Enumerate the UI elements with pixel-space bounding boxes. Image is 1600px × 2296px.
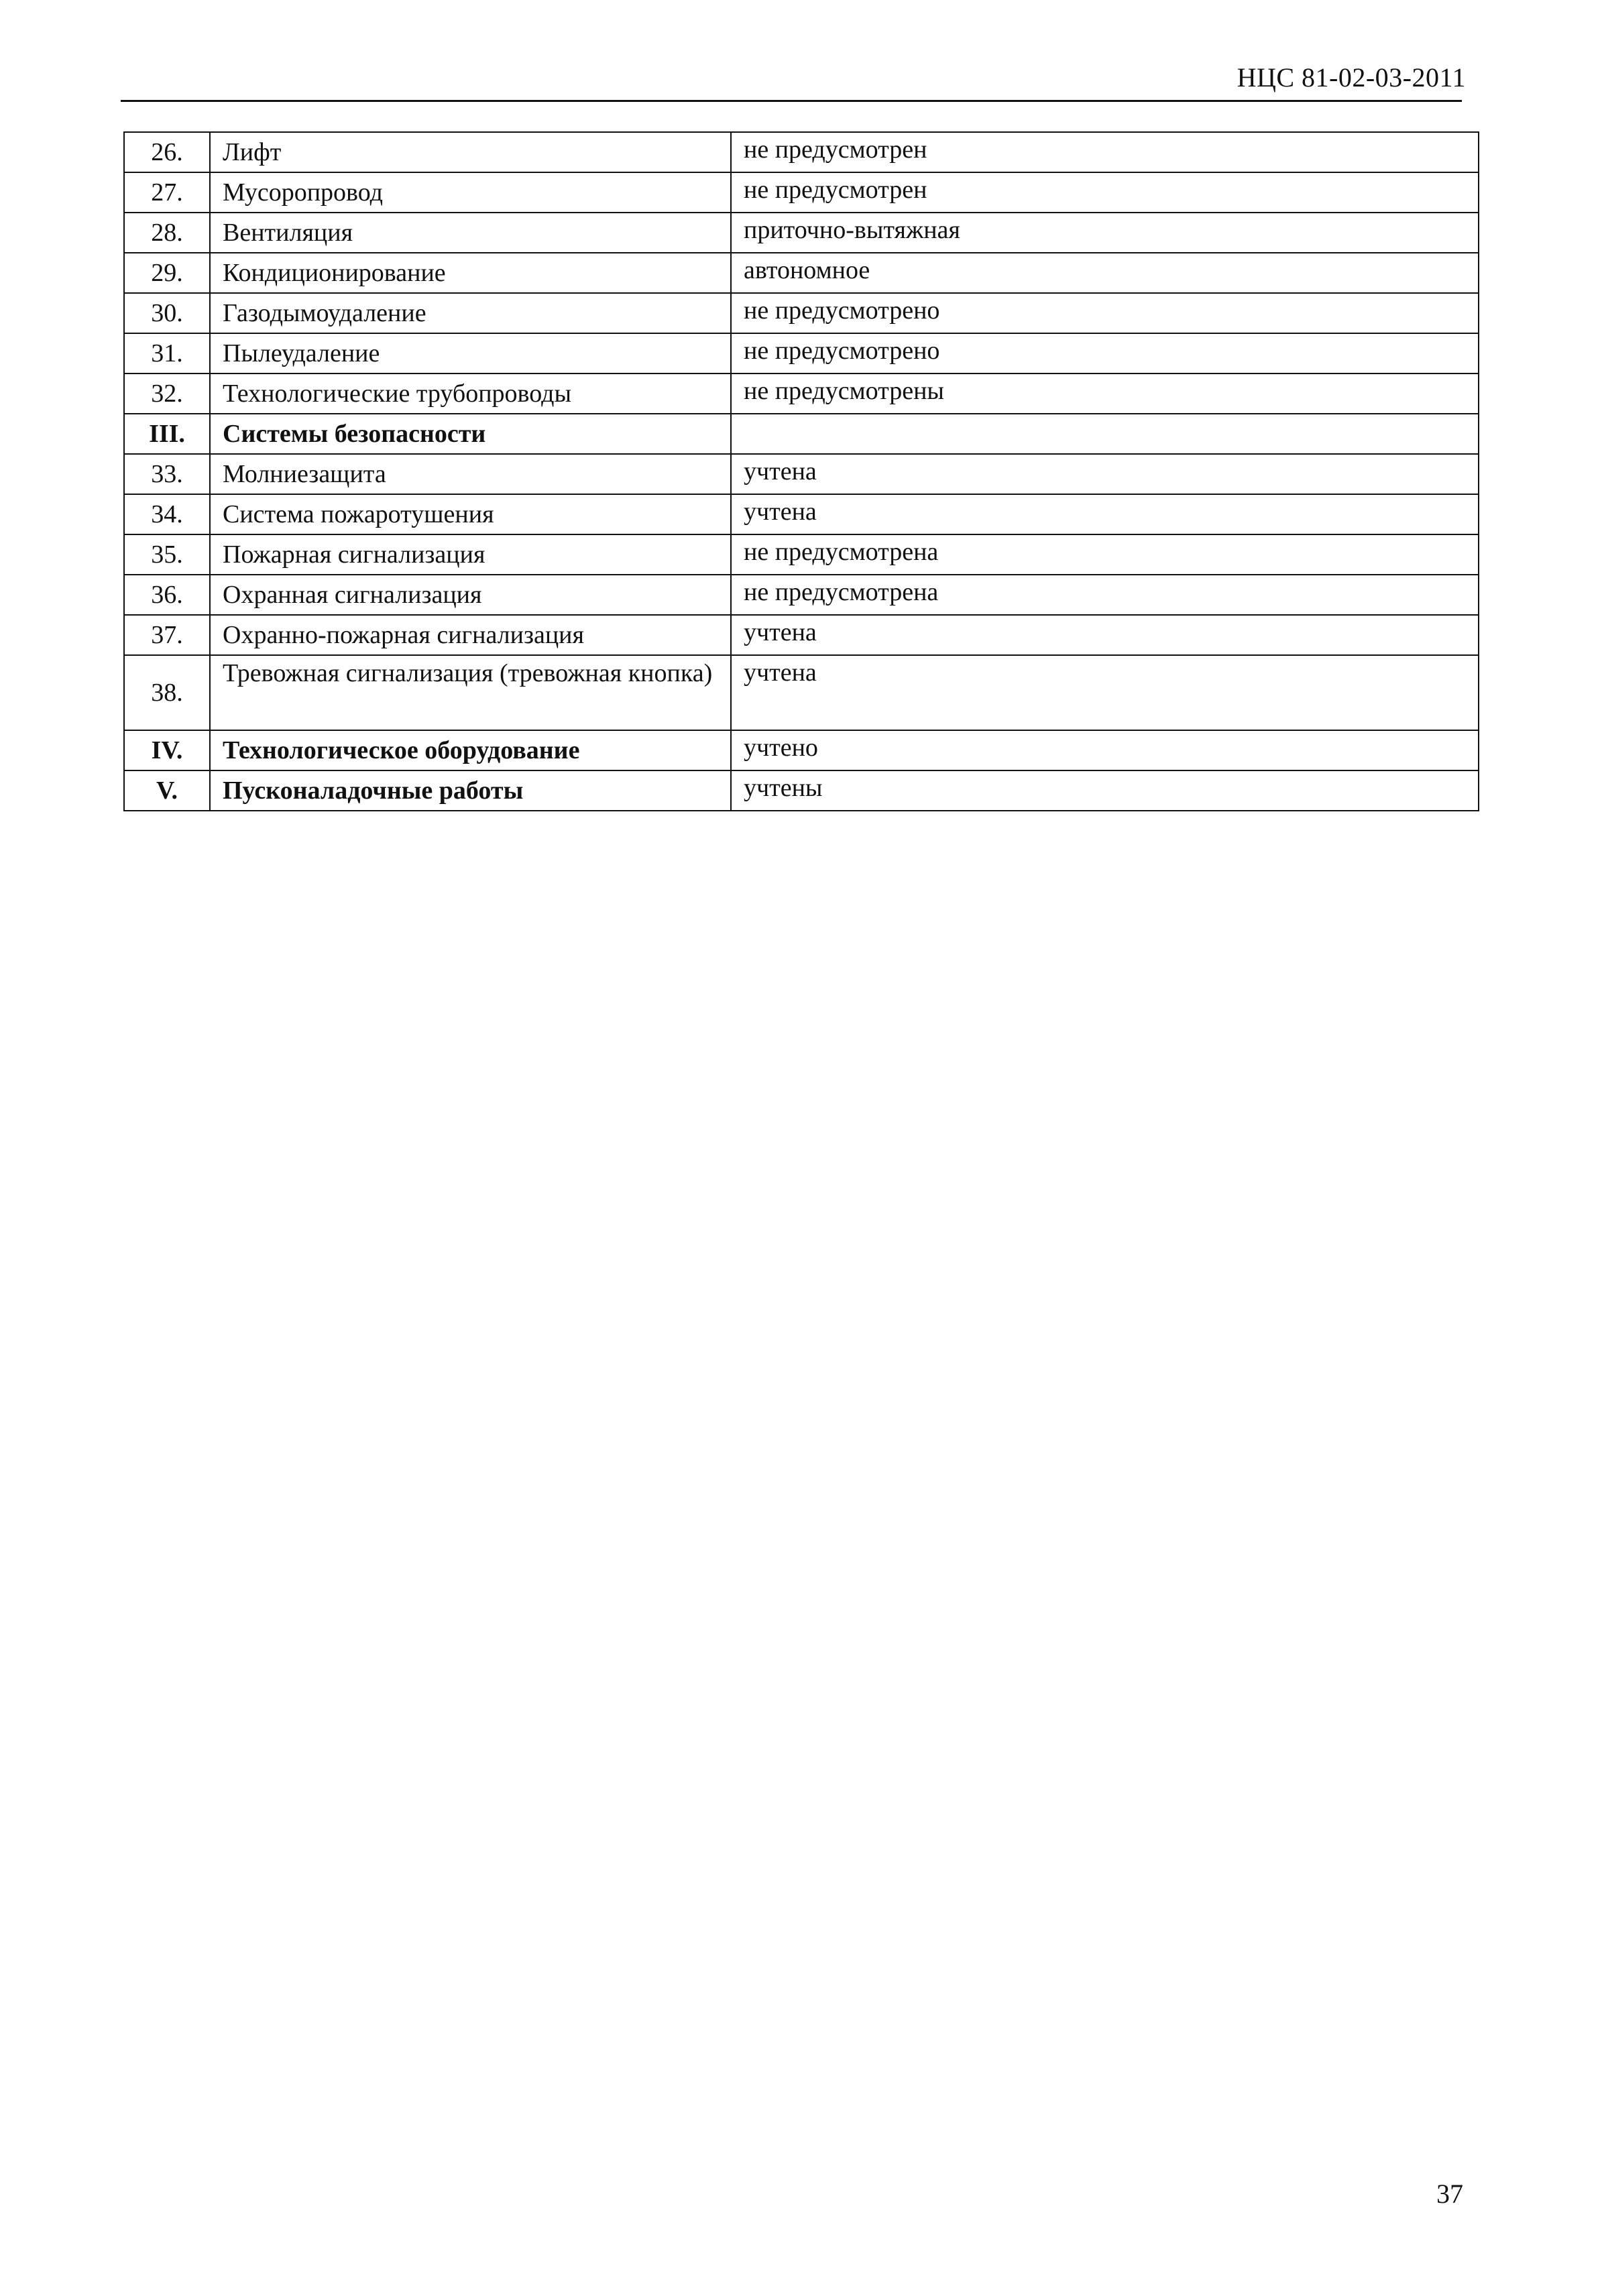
row-number: 31.: [124, 333, 210, 374]
row-name: Вентиляция: [210, 213, 731, 253]
row-number: 34.: [124, 494, 210, 534]
row-value: не предусмотрена: [731, 575, 1479, 615]
row-value: не предусмотрены: [731, 374, 1479, 414]
table-row: [124, 534, 1479, 575]
row-name: Охранная сигнализация: [210, 575, 731, 615]
row-name: Технологические трубопроводы: [210, 374, 731, 414]
row-value: учтена: [731, 454, 1479, 494]
row-value: учтены: [731, 770, 1479, 811]
table-row: [124, 374, 1479, 414]
row-name: Тревожная сигнализация (тревожная кнопка): [210, 655, 731, 730]
table-row: [124, 454, 1479, 494]
page-number: 37: [1436, 2179, 1463, 2209]
table-row: [124, 213, 1479, 253]
table-row: [124, 132, 1479, 172]
row-name: Лифт: [210, 132, 731, 172]
row-name: Кондиционирование: [210, 253, 731, 293]
row-number: 38.: [124, 655, 210, 730]
row-name: Пожарная сигнализация: [210, 534, 731, 575]
row-name: Пылеудаление: [210, 333, 731, 374]
specification-table: [123, 131, 1479, 811]
row-value: учтено: [731, 730, 1479, 770]
section-number: III.: [124, 414, 210, 454]
header-divider: [121, 100, 1462, 102]
section-number: V.: [124, 770, 210, 811]
row-number: 35.: [124, 534, 210, 575]
table-row: [124, 333, 1479, 374]
document-code: НЦС 81-02-03-2011: [1237, 62, 1466, 93]
row-number: 37.: [124, 615, 210, 655]
table-row: [124, 494, 1479, 534]
section-row: [124, 730, 1479, 770]
row-number: 33.: [124, 454, 210, 494]
row-number: 36.: [124, 575, 210, 615]
row-value: учтена: [731, 655, 1479, 730]
section-title: Пусконаладочные работы: [210, 770, 731, 811]
row-value: учтена: [731, 494, 1479, 534]
table-row: [124, 575, 1479, 615]
row-name: Молниезащита: [210, 454, 731, 494]
row-name: Система пожаротушения: [210, 494, 731, 534]
section-title: Технологическое оборудование: [210, 730, 731, 770]
row-name: Газодымоудаление: [210, 293, 731, 333]
table-row: [124, 172, 1479, 213]
section-row: [124, 414, 1479, 454]
section-number: IV.: [124, 730, 210, 770]
row-number: 32.: [124, 374, 210, 414]
row-value: не предусмотрен: [731, 132, 1479, 172]
row-value: приточно-вытяжная: [731, 213, 1479, 253]
row-number: 27.: [124, 172, 210, 213]
row-number: 26.: [124, 132, 210, 172]
row-number: 29.: [124, 253, 210, 293]
row-value: автономное: [731, 253, 1479, 293]
row-value: [731, 414, 1479, 454]
section-title: Системы безопасности: [210, 414, 731, 454]
table-row: [124, 253, 1479, 293]
row-value: не предусмотрено: [731, 293, 1479, 333]
table-row: [124, 293, 1479, 333]
row-number: 28.: [124, 213, 210, 253]
row-value: учтена: [731, 615, 1479, 655]
table-row: [124, 615, 1479, 655]
table-row: [124, 655, 1479, 730]
row-value: не предусмотрен: [731, 172, 1479, 213]
row-name: Охранно-пожарная сигнализация: [210, 615, 731, 655]
row-value: не предусмотрена: [731, 534, 1479, 575]
section-row: [124, 770, 1479, 811]
row-value: не предусмотрено: [731, 333, 1479, 374]
row-name: Мусоропровод: [210, 172, 731, 213]
row-number: 30.: [124, 293, 210, 333]
